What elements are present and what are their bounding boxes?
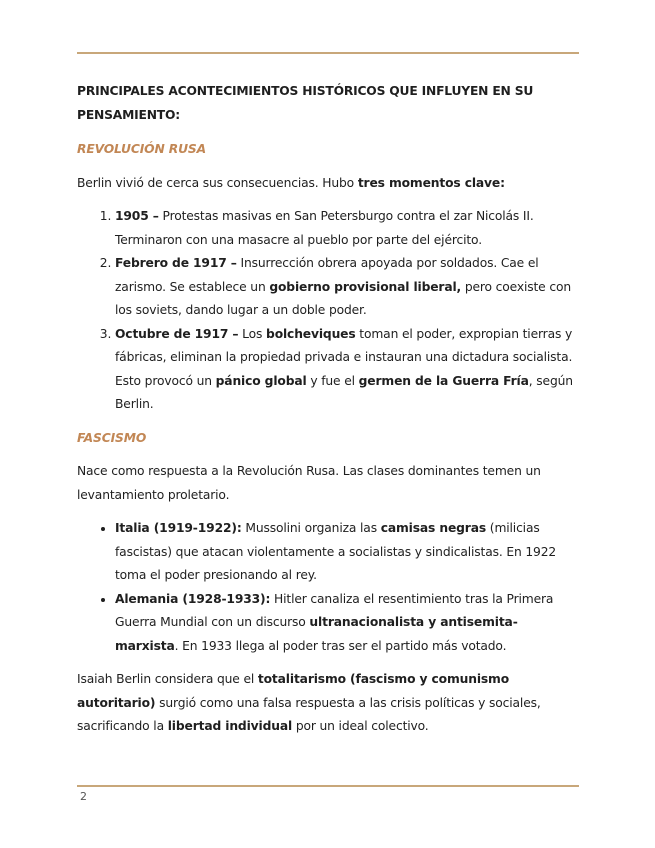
fascism-intro: Nace como respuesta a la Revolución Rusa. Las clases dominantes temen un levantamiento proletario. xyxy=(77,464,541,502)
list-item-text: pero coexiste con los soviets, dando lugar a un doble poder. xyxy=(115,279,571,317)
header-rule xyxy=(77,52,579,54)
section-title-fascism: FASCISMO xyxy=(77,430,147,445)
list-item xyxy=(115,205,579,252)
list-item xyxy=(115,323,579,417)
document-body xyxy=(77,80,579,749)
list-item-text: toman el poder, expropian tierras y fábricas, eliminan la propiedad privada e instauran una dictadura socialista. Esto provocó un xyxy=(115,326,573,388)
list-item-text: Protestas masivas en San Petersburgo contra el zar Nicolás II. Terminaron con una masacre al pueblo por parte del ejército. xyxy=(115,209,534,247)
list-item-emphasis: ultranacionalista y antisemita-marxista xyxy=(115,615,518,653)
main-heading: PRINCIPALES ACONTECIMIENTOS HISTÓRICOS QUE INFLUYEN EN SU PENSAMIENTO: xyxy=(77,84,534,122)
list-item-text: Hitler canaliza el resentimiento tras la Primera Guerra Mundial con un discurso xyxy=(115,591,554,629)
conclusion-paragraph xyxy=(77,668,579,739)
footer-rule xyxy=(77,785,579,787)
conclusion-emphasis: totalitarismo (fascismo y comunismo autoritario) xyxy=(77,672,510,710)
list-item-lead: Octubre de 1917 – xyxy=(115,326,239,341)
list-item-lead: Italia (1919-1922): xyxy=(115,521,242,535)
list-item-text: (milicias fascistas) que atacan violentamente a socialistas y sindicalistas. En 1922 toma el poder presionando al rey. xyxy=(115,521,557,582)
list-item-text: Insurrección obrera apoyada por soldados. Cae el zarismo. Se establece un xyxy=(115,256,539,294)
fascism-list xyxy=(77,517,579,658)
list-item-text: Los xyxy=(238,326,267,341)
list-item-text: y fue el xyxy=(306,373,359,388)
list-item-emphasis: bolcheviques xyxy=(266,326,356,341)
list-item-lead: Febrero de 1917 – xyxy=(115,256,237,270)
list-item xyxy=(115,517,579,588)
list-item-emphasis: pánico global xyxy=(215,373,307,388)
russia-intro xyxy=(77,172,579,196)
list-item-lead: Alemania (1928-1933): xyxy=(115,591,271,606)
list-item xyxy=(115,588,579,659)
conclusion-text: Isaiah Berlin considera que el xyxy=(77,672,258,686)
list-item-emphasis: camisas negras xyxy=(380,521,487,535)
list-item-text: . En 1933 llega al poder tras ser el partido más votado. xyxy=(174,638,507,653)
list-item-lead: 1905 – xyxy=(115,209,159,223)
section-title-russian-revolution: REVOLUCIÓN RUSA xyxy=(77,142,206,156)
list-item xyxy=(115,252,579,323)
russia-intro-bold: tres momentos clave: xyxy=(357,175,505,190)
page-number: 2 xyxy=(80,790,87,803)
conclusion-text: por un ideal colectivo. xyxy=(292,719,429,733)
conclusion-emphasis: libertad individual xyxy=(167,719,293,733)
list-item-text: Mussolini organiza las xyxy=(241,521,381,535)
list-item-emphasis: gobierno provisional liberal, xyxy=(269,279,462,294)
russia-key-moments-list xyxy=(77,205,579,417)
conclusion-text: surgió como una falsa respuesta a las crisis políticas y sociales, sacrificando la xyxy=(77,695,541,733)
russia-intro-text: Berlin vivió de cerca sus consecuencias. Hubo xyxy=(77,175,358,190)
list-item-emphasis: germen de la Guerra Fría xyxy=(358,373,529,388)
list-item-text: , según Berlin. xyxy=(115,373,573,411)
